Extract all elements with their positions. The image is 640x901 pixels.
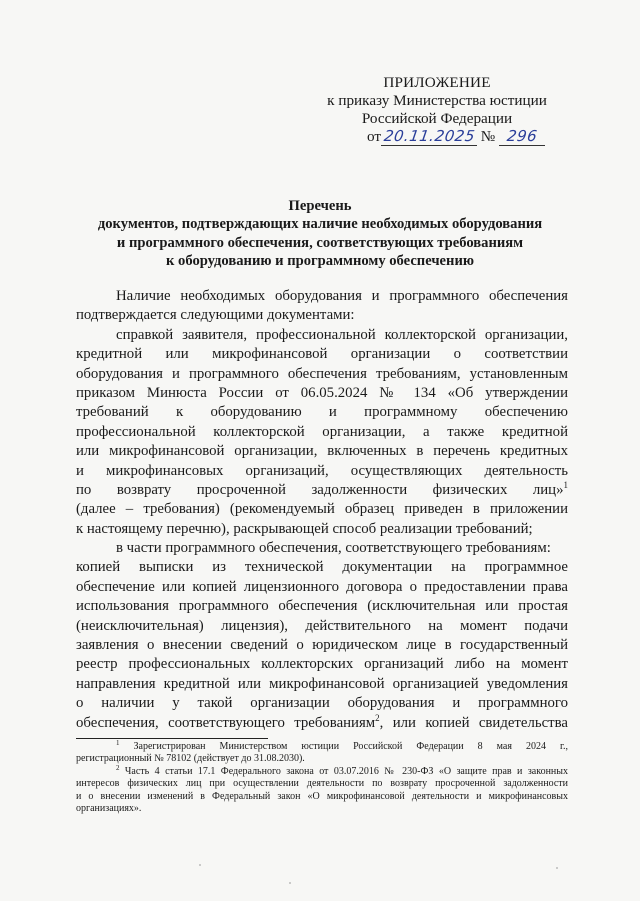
footnote-2-line <box>76 763 568 778</box>
order-date-field <box>381 128 477 146</box>
footnote-1-mark: 1 <box>116 739 120 747</box>
body-line-text: , или копией свидетельства <box>379 714 568 731</box>
footnote-2-line: организациях». <box>76 802 142 814</box>
footnote-1-line: регистрационный № 78102 (действует до 31.08.2030). <box>76 753 305 765</box>
document-body <box>76 287 568 733</box>
from-label: от <box>366 128 381 145</box>
heading-line-1: Перечень <box>288 198 352 214</box>
body-line: подтверждается следующими документами: <box>76 307 355 324</box>
body-line-text: обеспечения, соответствующего требованиям <box>76 714 376 731</box>
body-line: в части программного обеспечения, соответствующего требованиям: <box>116 540 551 557</box>
body-line: требований к оборудованию и программному обеспечению <box>76 404 568 421</box>
body-line: справкой заявителя, профессиональной коллекторской организации, <box>116 326 568 343</box>
body-line-text: по возврату просроченной задолженности физических лиц» <box>76 481 564 498</box>
body-line: копией выписки из технической документации на программное <box>76 559 568 576</box>
appendix-title: ПРИЛОЖЕНИЕ <box>383 74 491 91</box>
body-line-with-footnote <box>76 481 568 500</box>
body-line: обеспечение или копией лицензионного договора о предоставлении права <box>76 578 568 595</box>
footnote-separator <box>76 738 268 739</box>
body-line: профессиональной коллекторской организации, а также кредитной <box>76 423 568 440</box>
body-line: реестр профессиональных коллекторских организаций либо на момент <box>76 656 568 673</box>
footnote-1-line <box>76 741 568 753</box>
footnote-2-mark: 2 <box>116 763 120 772</box>
body-line: или микрофинансовой организации, включенных в перечень кредитных <box>76 443 568 460</box>
appendix-authority-line: Российской Федерации <box>361 110 513 127</box>
body-line: использования программного обеспечения (исключительная или простая <box>76 598 568 615</box>
order-number-field <box>499 128 545 146</box>
footnote-1-text: Зарегистрирован Министерством юстиции Российской Федерации 8 мая 2024 г., <box>133 741 569 752</box>
order-date-handwritten: 20.11.2025 <box>382 127 476 145</box>
body-line: (далее – требования) (рекомендуемый образец приведен в приложении <box>76 501 568 518</box>
appendix-block <box>317 74 557 146</box>
body-line: (неисключительная) лицензия), действительного на момент подачи <box>76 617 568 634</box>
footnote-2-line: и о внесении изменений в Федеральный закон «О микрофинансовой деятельности и микрофинансовых <box>76 790 568 802</box>
heading-line-3: и программного обеспечения, соответствующих требованиям <box>116 234 524 251</box>
heading-line-2: документов, подтверждающих наличие необходимых оборудования <box>97 216 543 233</box>
order-number-handwritten: 296 <box>505 127 539 145</box>
body-line: приказом Минюста России от 06.05.2024 № 134 «Об утверждении <box>76 384 568 401</box>
body-line: направления кредитной или микрофинансовой организацией уведомления <box>76 675 568 692</box>
footnote-2-text: Часть 4 статьи 17.1 Федерального закона от 03.07.2016 № 230-ФЗ «О защите прав и законных <box>124 765 568 777</box>
body-line: и микрофинансовых организаций, осуществляющих деятельность <box>76 462 568 479</box>
footnotes <box>76 741 568 815</box>
body-line: о наличии у такой организации оборудования и программного <box>76 695 568 712</box>
body-line: заявления о внесении сведений о юридическом лице в государственный <box>76 637 568 654</box>
body-line: Наличие необходимых оборудования и программного обеспечения <box>116 288 568 304</box>
appendix-order-line: к приказу Министерства юстиции <box>327 92 547 109</box>
body-line: к настоящему перечню), раскрывающей способ реализации требований; <box>76 520 533 537</box>
scan-speck <box>556 867 558 869</box>
body-line-with-footnote <box>76 714 568 733</box>
footnote-2-line: интересов физических лиц при осуществлении деятельности по возврату просроченной задолженности <box>76 778 568 790</box>
document-heading <box>60 197 580 270</box>
order-date-number-line <box>355 128 557 146</box>
scan-speck <box>199 864 201 866</box>
number-label: № <box>480 128 496 145</box>
heading-line-4: к оборудованию и программному обеспечению <box>165 252 474 269</box>
scan-speck <box>289 882 291 884</box>
footnote-ref-2: 2 <box>375 712 380 723</box>
body-line: оборудования и программного обеспечения требованиям, установленным <box>76 365 568 382</box>
body-line: кредитной или микрофинансовой организации о соответствии <box>76 346 568 363</box>
footnote-ref-1: 1 <box>563 479 568 490</box>
